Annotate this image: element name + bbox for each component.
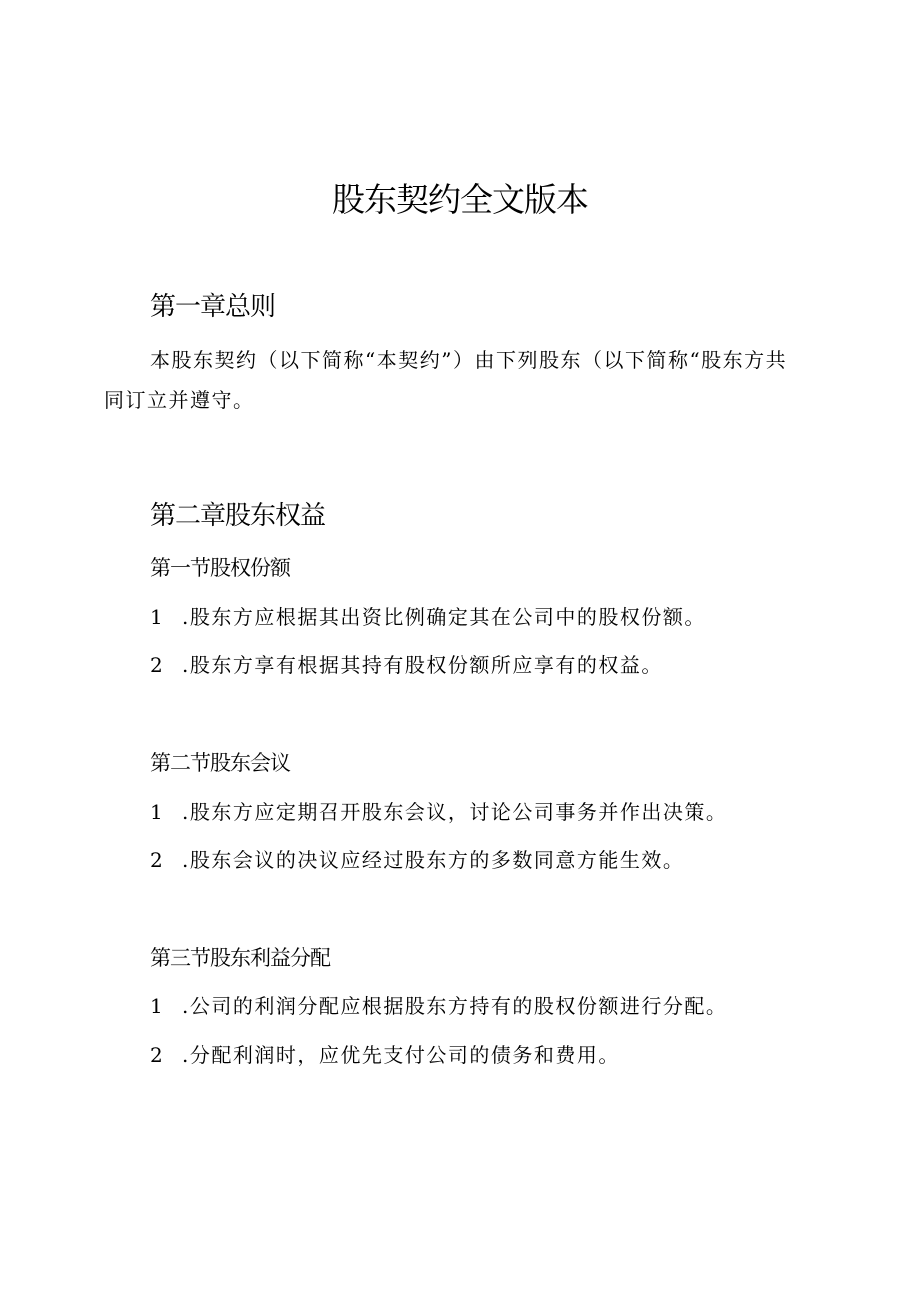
list-item xyxy=(150,602,706,632)
list-item-text: .公司的利润分配应根据股东方持有的股权份额进行分配。 xyxy=(182,994,728,1018)
list-item xyxy=(150,650,663,680)
section-heading-equity: 第一节股权份额 xyxy=(150,556,290,580)
list-item-text: .股东会议的决议应经过股东方的多数同意方能生效。 xyxy=(182,848,685,872)
list-item xyxy=(150,1040,620,1070)
list-item xyxy=(150,991,727,1021)
section-heading-meeting: 第二节股东会议 xyxy=(150,751,290,775)
list-item-number: 1 xyxy=(150,800,165,824)
chapter-heading-general: 第一章总则 xyxy=(150,292,276,322)
list-item xyxy=(150,797,727,827)
list-item-number: 2 xyxy=(150,653,165,677)
list-item-number: 1 xyxy=(150,994,165,1018)
list-item-text: .股东方享有根据其持有股权份额所应享有的权益。 xyxy=(182,653,663,677)
list-item-number: 2 xyxy=(150,1043,165,1067)
section-heading-distribution: 第三节股东利益分配 xyxy=(150,946,330,970)
list-item-text: .股东方应根据其出资比例确定其在公司中的股权份额。 xyxy=(182,605,706,629)
chapter-heading-rights: 第二章股东权益 xyxy=(150,501,326,531)
list-item-number: 2 xyxy=(150,848,165,872)
list-item-number: 1 xyxy=(150,605,165,629)
list-item-text: .分配利润时，应优先支付公司的债务和费用。 xyxy=(182,1043,620,1067)
list-item-text: .股东方应定期召开股东会议，讨论公司事务并作出决策。 xyxy=(182,800,728,824)
document-title: 股东契约全文版本 xyxy=(332,180,588,219)
list-item xyxy=(150,845,684,875)
chapter-paragraph-general: 本股东契约（以下简称“本契约”）由下列股东（以下简称“股东方共同订立并遵守。 xyxy=(104,348,788,412)
